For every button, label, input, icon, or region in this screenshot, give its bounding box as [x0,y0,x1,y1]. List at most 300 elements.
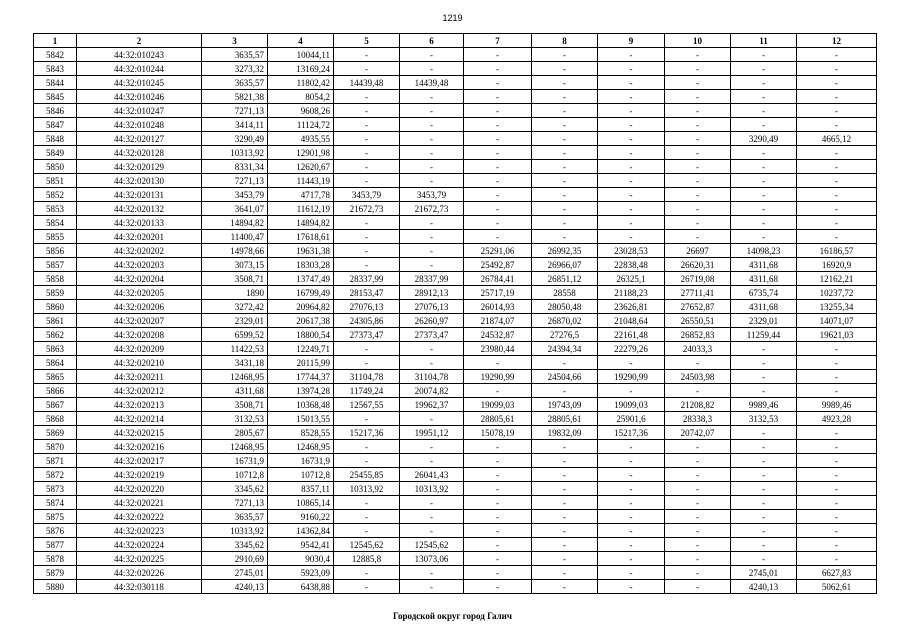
column-header: 10 [665,34,731,48]
table-cell: 26719,08 [665,272,731,286]
table-row [34,342,877,356]
table-cell: 3508,71 [202,272,268,286]
table-cell: 44:32:010246 [77,90,202,104]
table-cell: 26697 [665,244,731,258]
table-cell: 44:32:020213 [77,398,202,412]
table-cell: - [400,244,464,258]
table-cell: - [464,468,532,482]
table-cell: 24504,66 [532,370,598,384]
table-row [34,146,877,160]
table-cell: - [731,440,797,454]
table-cell: 27711,41 [665,286,731,300]
table-cell: - [731,370,797,384]
table-cell: 26784,41 [464,272,532,286]
table-cell: 16731,9 [268,454,334,468]
table-row [34,314,877,328]
table-row [34,482,877,496]
table-cell: 14439,48 [334,76,400,90]
table-cell: 19743,09 [532,398,598,412]
table-cell: - [797,76,877,90]
table-cell: - [400,146,464,160]
table-cell: 28558 [532,286,598,300]
table-cell: 4240,13 [731,580,797,594]
table-cell: - [598,496,665,510]
table-cell: - [334,132,400,146]
table-cell: - [665,174,731,188]
table-cell: 5878 [34,552,77,566]
table-cell: 3073,15 [202,258,268,272]
table-cell: 44:32:010245 [77,76,202,90]
table-cell: - [400,454,464,468]
header-row [34,34,877,48]
table-cell: - [334,342,400,356]
table-cell: 15217,36 [334,426,400,440]
table-cell: - [797,524,877,538]
table-cell: - [464,174,532,188]
section-footer: Городской округ город Галич [393,611,512,621]
table-cell: - [665,216,731,230]
table-cell: 5844 [34,76,77,90]
table-cell: 10313,92 [202,524,268,538]
table-cell: - [731,160,797,174]
table-cell: - [731,454,797,468]
table-cell: - [464,356,532,370]
table-cell: 19832,09 [532,426,598,440]
table-cell: 25717,19 [464,286,532,300]
table-cell: 4311,68 [202,384,268,398]
table-cell: 5861 [34,314,77,328]
table-cell: - [665,90,731,104]
table-cell: 44:32:020133 [77,216,202,230]
table-cell: - [532,496,598,510]
table-row [34,62,877,76]
table-cell: 44:32:020207 [77,314,202,328]
table-cell: 8357,11 [268,482,334,496]
table-cell: - [797,370,877,384]
table-cell: - [400,230,464,244]
table-cell: 26966,07 [532,258,598,272]
table-cell: 13255,34 [797,300,877,314]
table-cell: - [532,580,598,594]
table-cell: - [334,118,400,132]
table-cell: 3273,32 [202,62,268,76]
column-header: 11 [731,34,797,48]
table-cell: - [598,160,665,174]
table-cell: - [598,132,665,146]
table-cell: - [532,146,598,160]
table-cell: 5849 [34,146,77,160]
table-cell: 19962,37 [400,398,464,412]
table-cell: 24503,98 [665,370,731,384]
table-cell: 12620,67 [268,160,334,174]
table-cell: - [400,48,464,62]
table-cell: 15078,19 [464,426,532,440]
table-cell: - [400,342,464,356]
table-cell: - [731,230,797,244]
table-row [34,202,877,216]
table-cell: 11400,47 [202,230,268,244]
table-cell: 5868 [34,412,77,426]
table-cell: 44:32:020210 [77,356,202,370]
table-cell: - [665,76,731,90]
table-cell: 15217,36 [598,426,665,440]
table-cell: - [532,216,598,230]
table-cell: - [400,132,464,146]
table-cell: 44:32:020127 [77,132,202,146]
table-row [34,384,877,398]
table-cell: - [532,174,598,188]
table-cell: 13974,28 [268,384,334,398]
table-cell: 27276,5 [532,328,598,342]
table-cell: 8528,55 [268,426,334,440]
table-row [34,160,877,174]
table-cell: 44:32:010247 [77,104,202,118]
table-cell: - [532,48,598,62]
table-cell: 44:32:020128 [77,146,202,160]
table-cell: - [731,90,797,104]
table-cell: 5843 [34,62,77,76]
table-row [34,496,877,510]
table-cell: 27076,13 [334,300,400,314]
table-cell: 12545,62 [400,538,464,552]
table-cell: - [532,202,598,216]
table-cell: - [334,510,400,524]
table-cell: - [598,356,665,370]
table-cell: 5873 [34,482,77,496]
table-cell: 5870 [34,440,77,454]
table-cell: 25291,06 [464,244,532,258]
table-body [34,48,877,594]
table-cell: - [464,524,532,538]
table-cell: - [731,76,797,90]
table-cell: 28153,47 [334,286,400,300]
table-cell: - [334,524,400,538]
table-cell: - [665,454,731,468]
table-cell: 44:32:020215 [77,426,202,440]
table-row [34,286,877,300]
table-cell: - [532,90,598,104]
table-cell: 5869 [34,426,77,440]
table-cell: 10313,92 [400,482,464,496]
table-cell: 19290,99 [464,370,532,384]
data-table [33,33,877,594]
table-cell: 44:32:020217 [77,454,202,468]
table-cell: 11612,19 [268,202,334,216]
table-cell: 28805,61 [532,412,598,426]
table-cell: 9030,4 [268,552,334,566]
table-cell: - [731,496,797,510]
table-cell: - [598,468,665,482]
table-cell: 13747,49 [268,272,334,286]
table-cell: 22279,26 [598,342,665,356]
table-cell: - [400,356,464,370]
table-cell: 26325,1 [598,272,665,286]
table-cell: 5863 [34,342,77,356]
table-cell: - [400,440,464,454]
table-cell: 26260,97 [400,314,464,328]
table-row [34,370,877,384]
table-row [34,244,877,258]
table-cell: - [731,356,797,370]
table-cell: - [797,440,877,454]
table-row [34,566,877,580]
table-cell: - [464,188,532,202]
table-cell: 4935,55 [268,132,334,146]
table-cell: - [334,104,400,118]
table-cell: 12468,95 [202,440,268,454]
table-cell: 44:32:020205 [77,286,202,300]
table-row [34,412,877,426]
table-cell: 10237,72 [797,286,877,300]
table-cell: 21188,23 [598,286,665,300]
table-cell: 31104,78 [400,370,464,384]
table-cell: - [665,510,731,524]
table-cell: 5858 [34,272,77,286]
table-cell: - [334,580,400,594]
table-cell: 44:32:020221 [77,496,202,510]
table-cell: 14894,82 [202,216,268,230]
table-cell: - [797,496,877,510]
table-row [34,104,877,118]
table-cell: 6438,88 [268,580,334,594]
table-cell: 3453,79 [202,188,268,202]
table-cell: 23028,53 [598,244,665,258]
table-row [34,538,877,552]
table-cell: 3431,18 [202,356,268,370]
table-cell: 5851 [34,174,77,188]
table-cell: - [334,412,400,426]
table-cell: 8331,34 [202,160,268,174]
table-cell: - [731,48,797,62]
table-cell: - [400,510,464,524]
table-cell: - [334,174,400,188]
table-cell: - [598,384,665,398]
table-cell: 21672,73 [400,202,464,216]
table-cell: - [464,118,532,132]
table-cell: 44:32:020203 [77,258,202,272]
table-cell: 19099,03 [598,398,665,412]
table-cell: 5880 [34,580,77,594]
table-cell: - [797,188,877,202]
table-cell: 15013,55 [268,412,334,426]
table-row [34,118,877,132]
table-cell: - [731,426,797,440]
table-cell: - [532,538,598,552]
table-cell: 3635,57 [202,48,268,62]
table-row [34,132,877,146]
table-cell: 10368,48 [268,398,334,412]
table-cell: 28337,99 [400,272,464,286]
table-cell: 24033,3 [665,342,731,356]
table-cell: 7271,13 [202,104,268,118]
table-cell: - [400,160,464,174]
table-cell: 10712,8 [202,468,268,482]
table-cell: - [464,202,532,216]
table-cell: 25492,87 [464,258,532,272]
table-cell: 13073,06 [400,552,464,566]
table-cell: - [797,468,877,482]
column-header: 8 [532,34,598,48]
table-cell: - [464,90,532,104]
table-row [34,258,877,272]
table-cell: 31104,78 [334,370,400,384]
table-cell: - [797,482,877,496]
table-cell: - [464,482,532,496]
table-cell: 5853 [34,202,77,216]
table-row [34,426,877,440]
table-cell: - [797,384,877,398]
table-cell: 44:32:020226 [77,566,202,580]
table-cell: 5842 [34,48,77,62]
table-cell: 27652,87 [665,300,731,314]
table-cell: 26852,83 [665,328,731,342]
table-cell: - [598,216,665,230]
table-cell: 5862 [34,328,77,342]
table-cell: - [797,160,877,174]
table-cell: - [464,132,532,146]
table-cell: - [598,552,665,566]
table-cell: - [797,174,877,188]
table-cell: - [598,174,665,188]
table-cell: 19621,03 [797,328,877,342]
table-cell: - [665,230,731,244]
table-cell: - [532,104,598,118]
table-cell: 5854 [34,216,77,230]
table-cell: - [665,538,731,552]
table-cell: 28337,99 [334,272,400,286]
table-cell: - [532,118,598,132]
table-cell: 10865,14 [268,496,334,510]
table-cell: - [334,258,400,272]
table-cell: 44:32:020132 [77,202,202,216]
table-cell: - [731,510,797,524]
table-cell: - [598,90,665,104]
table-cell: - [334,566,400,580]
table-cell: - [731,524,797,538]
table-cell: 28805,61 [464,412,532,426]
table-cell: 4665,12 [797,132,877,146]
table-cell: - [665,356,731,370]
table-cell: 5847 [34,118,77,132]
table-cell: 17618,61 [268,230,334,244]
table-cell: 12249,71 [268,342,334,356]
table-cell: 3635,57 [202,510,268,524]
table-cell: 2910,69 [202,552,268,566]
table-cell: - [464,76,532,90]
table-cell: - [400,90,464,104]
table-cell: 5845 [34,90,77,104]
table-cell: 20074,82 [400,384,464,398]
table-cell: 6735,74 [731,286,797,300]
table-cell: - [334,48,400,62]
table-row [34,454,877,468]
table-cell: - [334,356,400,370]
table-cell: 5846 [34,104,77,118]
table-cell: 3132,53 [731,412,797,426]
table-cell: 10313,92 [202,146,268,160]
table-cell: 44:32:010248 [77,118,202,132]
table-cell: - [598,510,665,524]
table-cell: 3290,49 [202,132,268,146]
table-cell: 20617,38 [268,314,334,328]
table-cell: 12468,95 [202,370,268,384]
column-header: 5 [334,34,400,48]
table-cell: 11749,24 [334,384,400,398]
table-cell: 16731,9 [202,454,268,468]
table-cell: 5062,61 [797,580,877,594]
table-cell: 9989,46 [797,398,877,412]
table-cell: - [598,48,665,62]
table-cell: - [464,62,532,76]
table-cell: 6627,83 [797,566,877,580]
table-cell: - [598,202,665,216]
table-cell: 9989,46 [731,398,797,412]
table-cell: - [532,356,598,370]
table-cell: - [797,216,877,230]
table-cell: - [400,412,464,426]
column-header: 1 [34,34,77,48]
table-cell: 10313,92 [334,482,400,496]
table-cell: 44:32:030118 [77,580,202,594]
table-cell: - [797,90,877,104]
table-cell: - [665,384,731,398]
table-row [34,552,877,566]
table-row [34,216,877,230]
table-cell: - [598,104,665,118]
table-cell: - [665,496,731,510]
table-cell: 14071,07 [797,314,877,328]
table-cell: - [731,538,797,552]
table-cell: - [400,258,464,272]
table-cell: 5872 [34,468,77,482]
table-cell: 16920,9 [797,258,877,272]
table-cell: 22838,48 [598,258,665,272]
table-cell: - [532,510,598,524]
table-cell: - [464,48,532,62]
table-cell: 26992,35 [532,244,598,258]
table-cell: - [532,384,598,398]
table-cell: 3508,71 [202,398,268,412]
table-cell: 3635,57 [202,76,268,90]
table-cell: 21048,64 [598,314,665,328]
table-cell: 18303,28 [268,258,334,272]
table-cell: 23626,81 [598,300,665,314]
table-cell: 2805,67 [202,426,268,440]
table-cell: 2329,01 [731,314,797,328]
table-cell: 3641,07 [202,202,268,216]
table-cell: 25455,85 [334,468,400,482]
table-cell: 44:32:020216 [77,440,202,454]
table-cell: - [598,440,665,454]
table-cell: 14439,48 [400,76,464,90]
table-cell: - [598,454,665,468]
table-cell: - [797,118,877,132]
table-row [34,174,877,188]
table-cell: - [532,454,598,468]
table-cell: 27373,47 [334,328,400,342]
table-cell: 1890 [202,286,268,300]
table-cell: - [464,230,532,244]
table-cell: - [598,118,665,132]
table-cell: 27076,13 [400,300,464,314]
table-cell: - [665,440,731,454]
table-cell: - [400,174,464,188]
table-cell: - [598,146,665,160]
table-cell: - [334,244,400,258]
table-cell: - [400,216,464,230]
table-cell: 12468,95 [268,440,334,454]
table-cell: - [334,62,400,76]
